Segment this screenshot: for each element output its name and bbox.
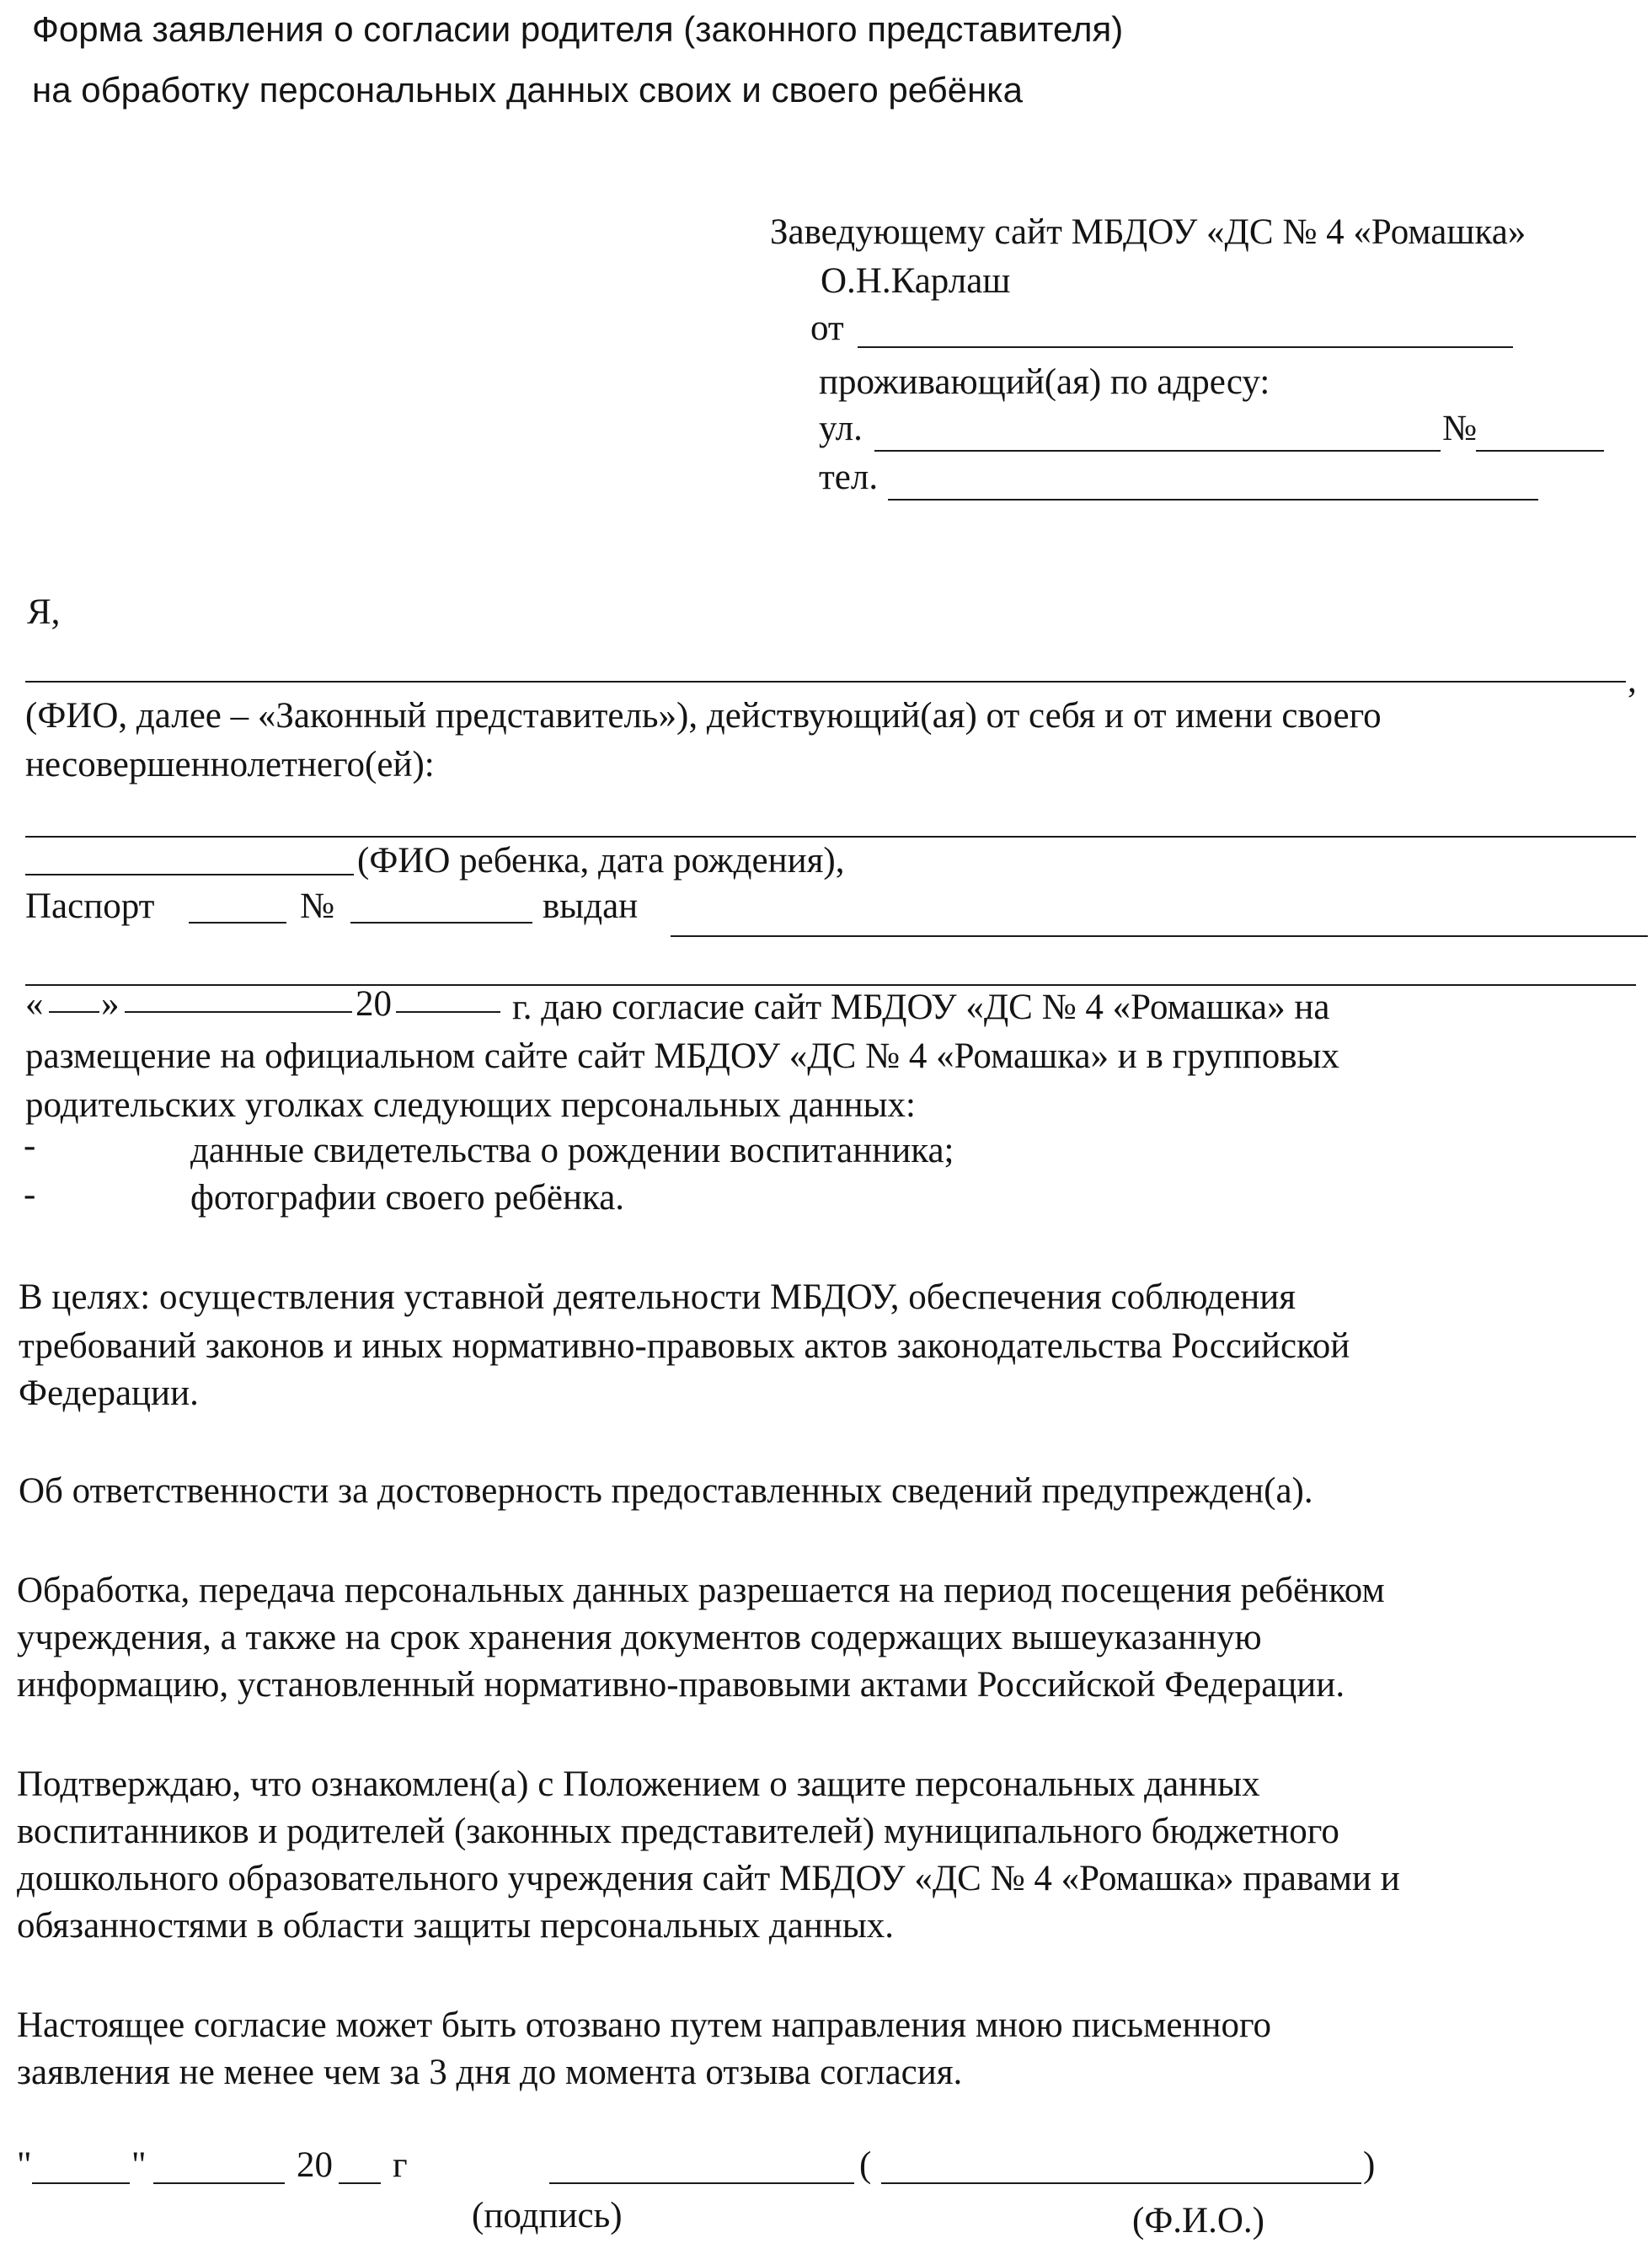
confirm-line-3: дошкольного образовательного учреждения сайт МБДОУ «ДС № 4 «Ромашка» правами и [17, 1859, 1400, 1898]
i-label: Я, [27, 592, 61, 632]
consent-line-3: родительских уголках следующих персональных данных: [25, 1085, 917, 1125]
list-bullet-2: - [24, 1175, 36, 1214]
list-item-1: данные свидетельства о рождении воспитанника; [190, 1131, 954, 1170]
fio-line[interactable] [881, 2182, 1361, 2184]
house-number-blank-line[interactable] [1476, 450, 1604, 452]
consent-month-line[interactable] [125, 1011, 352, 1013]
form-title-line-1: Форма заявления о согласии родителя (законного представителя) [32, 9, 1124, 49]
consent-year-prefix: 20 [356, 984, 392, 1024]
consent-date-close: » [101, 984, 120, 1024]
signature-line[interactable] [549, 2182, 854, 2184]
revoke-line-2: заявления не менее чем за 3 дня до момента отзыва согласия. [17, 2053, 963, 2092]
signature-day-line[interactable] [32, 2182, 130, 2184]
signature-quote-open: " [17, 2145, 32, 2185]
passport-label: Паспорт [25, 886, 155, 926]
signature-year-line[interactable] [339, 2182, 381, 2184]
purpose-line-3: Федерации. [19, 1373, 199, 1413]
representative-name-line[interactable] [25, 681, 1626, 683]
house-number-label: № [1442, 409, 1478, 448]
addressee-name: О.Н.Карлаш [821, 261, 1011, 301]
street-blank-line[interactable] [874, 450, 1441, 452]
residing-label: проживающий(ая) по адресу: [819, 362, 1270, 402]
representative-caption-line-1: (ФИО, далее – «Законный представитель»), действующий(ая) от себя и от имени своего [25, 696, 1382, 736]
passport-series-line[interactable] [189, 922, 286, 924]
revoke-line-1: Настоящее согласие может быть отозвано путем направления мною письменного [17, 2005, 1272, 2045]
fio-paren-close: ) [1363, 2145, 1376, 2185]
child-caption: (ФИО ребенка, дата рождения), [357, 841, 845, 881]
signature-year-prefix: 20 [297, 2145, 333, 2185]
list-item-2: фотографии своего ребёнка. [190, 1178, 625, 1218]
child-name-line-1[interactable] [25, 836, 1636, 838]
child-name-line-2[interactable] [25, 874, 354, 875]
form-title-line-2: на обработку персональных данных своих и своего ребёнка [32, 70, 1023, 110]
issued-by-line[interactable] [671, 935, 1648, 937]
fio-caption: (Ф.И.О.) [1132, 2201, 1264, 2241]
phone-label: тел. [819, 458, 879, 497]
purpose-line-2: требований законов и иных нормативно-правовых актов законодательства Российской [19, 1326, 1350, 1366]
from-label: от [810, 308, 844, 348]
responsibility-warning: Об ответственности за достоверность предоставленных сведений предупрежден(а). [19, 1471, 1313, 1511]
purpose-line-1: В целях: осуществления уставной деятельности МБДОУ, обеспечения соблюдения [19, 1277, 1296, 1317]
addressee-to: Заведующему сайт МБДОУ «ДС № 4 «Ромашка» [770, 212, 1526, 252]
consent-line-1: г. даю согласие сайт МБДОУ «ДС № 4 «Ромашка» на [512, 988, 1330, 1027]
processing-line-2: учреждения, а также на срок хранения документов содержащих вышеуказанную [17, 1618, 1262, 1657]
processing-line-3: информацию, установленный нормативно-правовыми актами Российской Федерации. [17, 1665, 1345, 1705]
consent-year-line[interactable] [396, 1011, 500, 1013]
list-bullet-1: - [24, 1126, 36, 1165]
consent-day-line[interactable] [49, 1011, 99, 1013]
consent-date-open: « [25, 984, 44, 1024]
signature-year-suffix: г [393, 2145, 408, 2185]
fio-paren-open: ( [859, 2145, 872, 2185]
street-label: ул. [819, 409, 863, 448]
confirm-line-1: Подтверждаю, что ознакомлен(а) с Положением о защите персональных данных [17, 1764, 1260, 1804]
confirm-line-4: обязанностями в области защиты персональных данных. [17, 1906, 894, 1946]
consent-line-2: размещение на официальном сайте сайт МБДОУ «ДС № 4 «Ромашка» и в групповых [25, 1036, 1339, 1076]
signature-caption: (подпись) [472, 2196, 623, 2235]
phone-blank-line[interactable] [888, 499, 1538, 501]
representative-comma: , [1628, 661, 1637, 700]
signature-month-line[interactable] [153, 2182, 285, 2184]
from-blank-line[interactable] [858, 346, 1513, 348]
passport-number-line[interactable] [350, 922, 532, 924]
processing-line-1: Обработка, передача персональных данных разрешается на период посещения ребёнком [17, 1571, 1385, 1610]
issued-by-line-2[interactable] [25, 984, 1636, 986]
issued-label: выдан [543, 886, 639, 926]
signature-quote-close: " [131, 2145, 147, 2185]
passport-number-label: № [300, 886, 335, 926]
representative-caption-line-2: несовершеннолетнего(ей): [25, 745, 435, 784]
confirm-line-2: воспитанников и родителей (законных представителей) муниципального бюджетного [17, 1812, 1339, 1851]
